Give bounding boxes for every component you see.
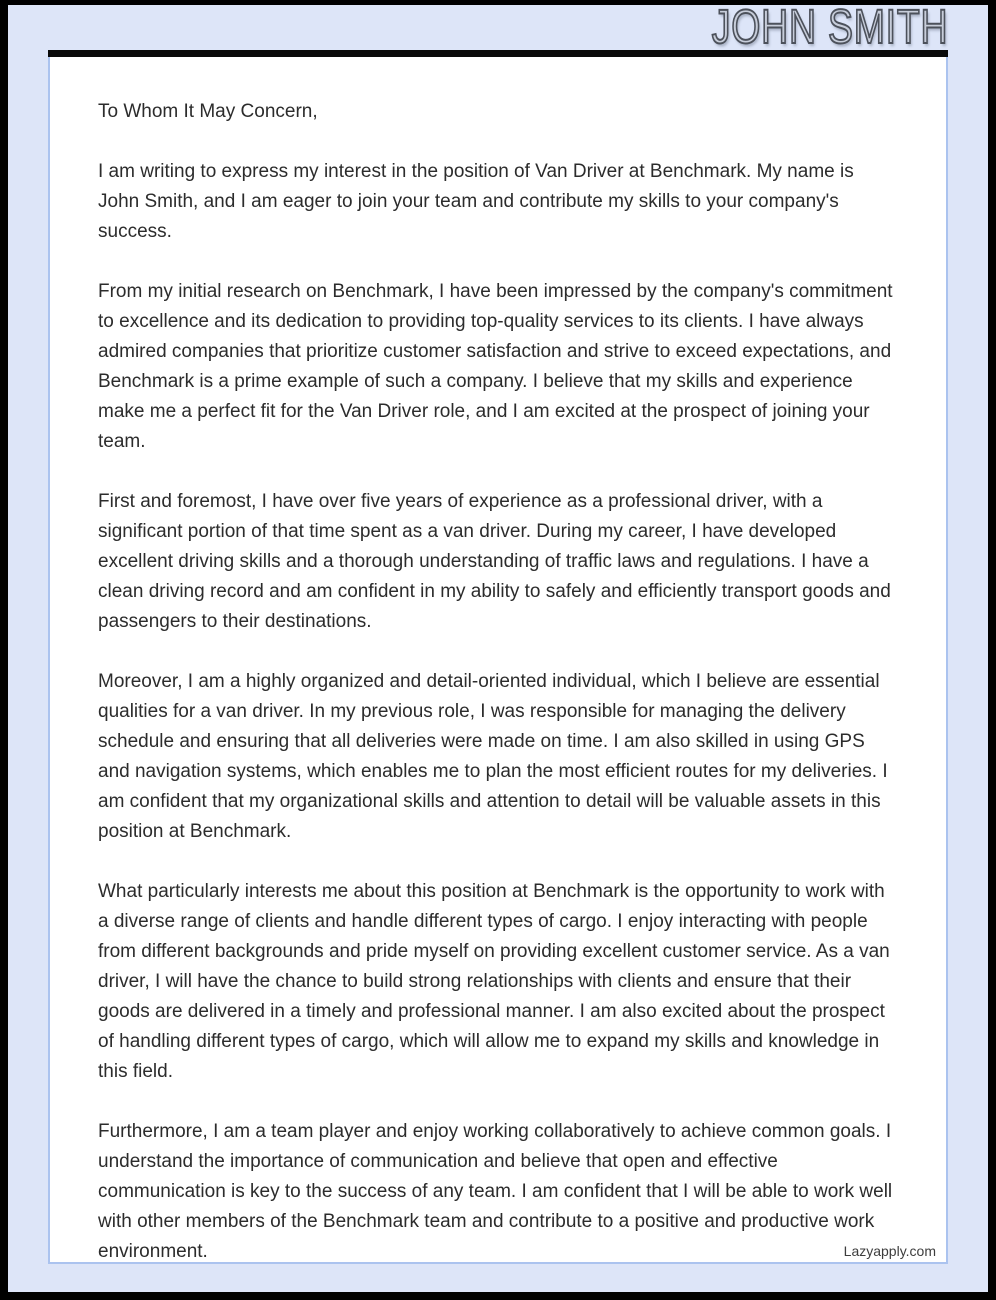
letter-paragraph: I am writing to express my interest in the position of Van Driver at Benchmark. My name is John Smith, and I am eager to join your team and contribute my skills to your company's success. [98, 161, 854, 242]
letter-salutation: To Whom It May Concern, [98, 101, 318, 122]
header-name: JOHN SMITH [711, 1, 948, 54]
letter-paragraph: From my initial research on Benchmark, I have been impressed by the company's commitment to excellence and its dedication to providing top-quality services to its clients. I have always admired companies that prioritize customer satisfaction and strive to exceed expectations, and Benchmark is a prime example of such a company. I believe that my skills and experience make me a perfect fit for the Van Driver role, and I am excited at the prospect of joining your team. [98, 281, 893, 452]
letter-body [98, 97, 900, 1264]
letter-paragraph: Moreover, I am a highly organized and detail-oriented individual, which I believe are essential qualities for a van driver. In my previous role, I was responsible for managing the delivery schedule and ensuring that all deliveries were made on time. I am also skilled in using GPS and navigation systems, which enables me to plan the most efficient routes for my deliveries. I am confident that my organizational skills and attention to detail will be valuable assets in this position at Benchmark. [98, 671, 888, 842]
letter-paragraph: First and foremost, I have over five years of experience as a professional driver, with a significant portion of that time spent as a van driver. During my career, I have developed excellent driving skills and a thorough understanding of traffic laws and regulations. I have a clean driving record and am confident in my ability to safely and efficiently transport goods and passengers to their destinations. [98, 491, 891, 632]
letterhead [8, 1, 988, 54]
letter-paragraph: What particularly interests me about this position at Benchmark is the opportunity to work with a diverse range of clients and handle different types of cargo. I enjoy interacting with people from different backgrounds and pride myself on providing excellent customer service. As a van driver, I will have the chance to build strong relationships with clients and ensure that their goods are delivered in a timely and professional manner. I am also excited about the prospect of handling different types of cargo, which will allow me to expand my skills and knowledge in this field. [98, 881, 890, 1082]
letter-sheet [48, 57, 948, 1264]
brand-watermark: Lazyapply.com [838, 1242, 936, 1260]
letter-paragraph: Furthermore, I am a team player and enjoy working collaboratively to achieve common goals. I understand the importance of communication and believe that open and effective communication is key to the success of any team. I am confident that I will be able to work well with other members of the Benchmark team and contribute to a positive and productive work environment. [98, 1121, 893, 1262]
